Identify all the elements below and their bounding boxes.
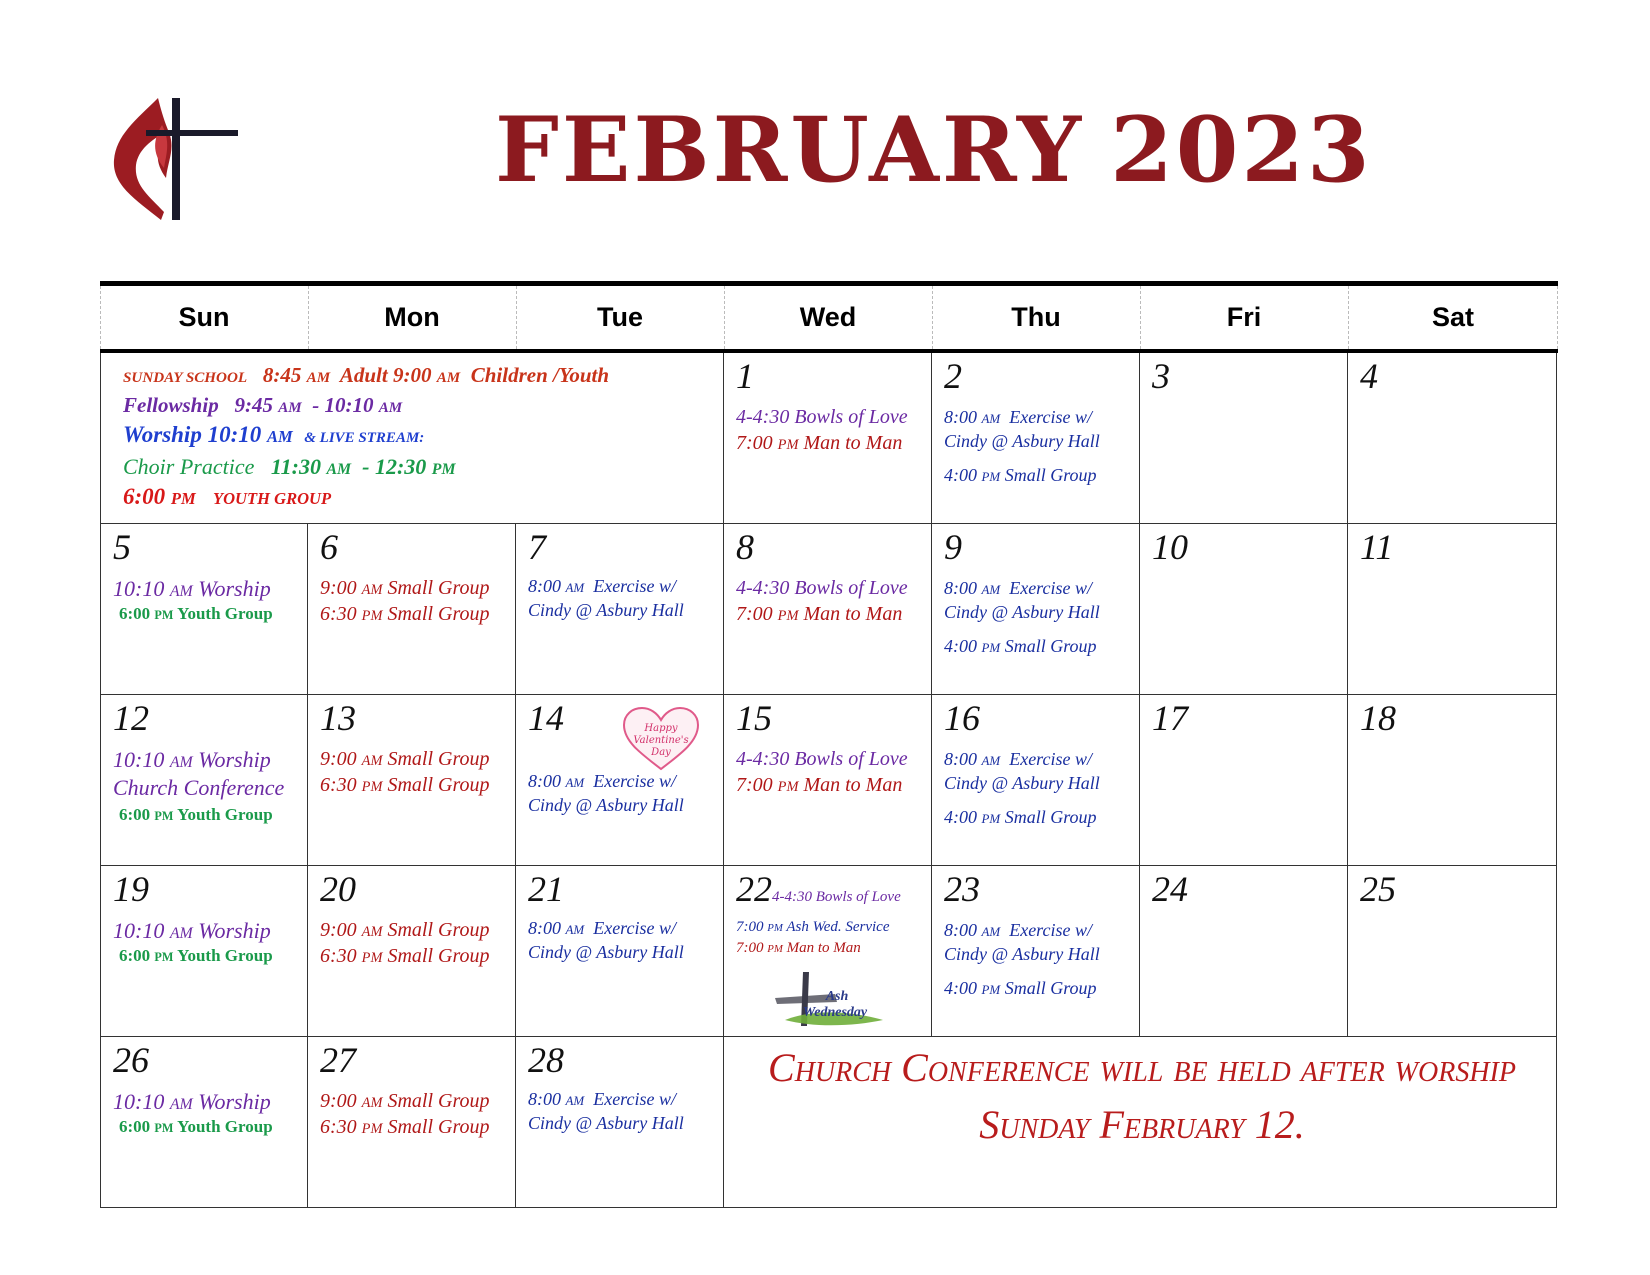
- day-cell-8: [724, 524, 932, 695]
- event-small-group-morning: 9:00 AM Small Group: [320, 748, 490, 770]
- day-cell-16: [932, 695, 1140, 866]
- day-number: 14: [528, 698, 564, 738]
- youth-group-line: 6:00 PM YOUTH GROUP: [123, 484, 332, 509]
- event-small-group-evening: 6:30 PM Small Group: [320, 1116, 490, 1138]
- day-cell-27: [308, 1037, 516, 1208]
- day-number: 27: [320, 1040, 356, 1080]
- day-cell-17: [1140, 695, 1348, 866]
- event-bowls-of-love: 4-4:30 Bowls of Love: [736, 577, 908, 599]
- event-small-group-evening: 6:30 PM Small Group: [320, 945, 490, 967]
- day-number: 24: [1152, 869, 1188, 909]
- event-small-group: 4:00 PM Small Group: [944, 636, 1097, 656]
- event-youth-group: 6:00 PM Youth Group: [119, 805, 273, 824]
- day-cell-23: [932, 866, 1140, 1037]
- title-year: 2023: [1110, 97, 1373, 203]
- event-youth-group: 6:00 PM Youth Group: [119, 946, 273, 965]
- header-divider: [516, 286, 517, 349]
- day-number: 15: [736, 698, 772, 738]
- event-man-to-man: 7:00 PM Man to Man: [736, 940, 861, 956]
- day-number: 21: [528, 869, 564, 909]
- day-cell-4: [1348, 353, 1557, 524]
- day-cell-15: [724, 695, 932, 866]
- day-cell-6: [308, 524, 516, 695]
- day-number: 3: [1152, 356, 1170, 396]
- event-exercise-place: Cindy @ Asbury Hall: [528, 942, 684, 962]
- event-exercise: 8:00 AM Exercise w/: [528, 771, 677, 791]
- event-worship: 10:10 AM Worship: [113, 1089, 271, 1114]
- day-cell-20: [308, 866, 516, 1037]
- page-title: [495, 97, 1373, 203]
- event-small-group: 4:00 PM Small Group: [944, 465, 1097, 485]
- day-cell-19: [100, 866, 308, 1037]
- day-number: 7: [528, 527, 546, 567]
- event-exercise: 8:00 AM Exercise w/: [528, 1089, 677, 1109]
- event-exercise-place: Cindy @ Asbury Hall: [944, 944, 1100, 964]
- day-number: 18: [1360, 698, 1396, 738]
- event-exercise-place: Cindy @ Asbury Hall: [528, 795, 684, 815]
- event-exercise: 8:00 AM Exercise w/: [944, 578, 1093, 598]
- event-exercise: 8:00 AM Exercise w/: [528, 918, 677, 938]
- event-exercise-place: Cindy @ Asbury Hall: [944, 431, 1100, 451]
- event-youth-group: 6:00 PM Youth Group: [119, 1117, 273, 1136]
- day-number: 16: [944, 698, 980, 738]
- day-cell-11: [1348, 524, 1557, 695]
- day-cell-25: [1348, 866, 1557, 1037]
- event-exercise-place: Cindy @ Asbury Hall: [528, 600, 684, 620]
- header-divider: [1140, 286, 1141, 349]
- day-cell-7: [516, 524, 724, 695]
- weekday-sat: Sat: [1431, 302, 1475, 332]
- sunday-school-line: SUNDAY SCHOOL 8:45 AM Adult 9:00 AM Children /Youth: [123, 363, 610, 387]
- weekday-mon: Mon: [384, 302, 440, 332]
- event-ash-wednesday-service: 7:00 PM Ash Wed. Service: [736, 919, 890, 935]
- weekday-thu: Thu: [1011, 302, 1061, 332]
- event-small-group: 4:00 PM Small Group: [944, 807, 1097, 827]
- day-number: 26: [113, 1040, 149, 1080]
- day-cell-3: [1140, 353, 1348, 524]
- event-small-group-evening: 6:30 PM Small Group: [320, 774, 490, 796]
- day-cell-9: [932, 524, 1140, 695]
- cross-flame-logo: [106, 90, 246, 225]
- event-exercise: 8:00 AM Exercise w/: [944, 407, 1093, 427]
- sunday-schedule-cell: [100, 353, 724, 524]
- svg-text:Valentine's: Valentine's: [633, 735, 689, 746]
- weekday-wed: Wed: [799, 302, 857, 332]
- header-divider: [1557, 286, 1558, 349]
- day-number: 13: [320, 698, 356, 738]
- event-exercise: 8:00 AM Exercise w/: [944, 749, 1093, 769]
- church-conference-notice: Church Conference will be held after worship Sunday February 12.: [768, 1045, 1516, 1147]
- event-man-to-man: 7:00 PM Man to Man: [736, 432, 903, 454]
- weekday-fri: Fri: [1226, 302, 1262, 332]
- event-small-group: 4:00 PM Small Group: [944, 978, 1097, 998]
- day-number: 28: [528, 1040, 564, 1080]
- event-exercise-place: Cindy @ Asbury Hall: [944, 602, 1100, 622]
- worship-line: Worship 10:10 AM & LIVE STREAM:: [123, 422, 425, 447]
- day-cell-26: [100, 1037, 308, 1208]
- svg-text:Wednesday: Wednesday: [802, 1005, 868, 1020]
- day-cell-24: [1140, 866, 1348, 1037]
- day-cell-21: [516, 866, 724, 1037]
- event-man-to-man: 7:00 PM Man to Man: [736, 603, 903, 625]
- event-small-group-morning: 9:00 AM Small Group: [320, 1090, 490, 1112]
- day-number: 11: [1360, 527, 1394, 567]
- event-small-group-morning: 9:00 AM Small Group: [320, 919, 490, 941]
- event-exercise-place: Cindy @ Asbury Hall: [944, 773, 1100, 793]
- day-cell-1: [724, 353, 932, 524]
- event-worship: 10:10 AM Worship: [113, 747, 271, 772]
- day-number: 1: [736, 356, 754, 396]
- day-number: 17: [1152, 698, 1188, 738]
- event-worship: 10:10 AM Worship: [113, 576, 271, 601]
- event-worship: 10:10 AM Worship: [113, 918, 271, 943]
- svg-text:Day: Day: [651, 747, 671, 758]
- header-divider: [932, 286, 933, 349]
- header-divider: [100, 286, 101, 349]
- event-bowls-of-love: 4-4:30 Bowls of Love: [736, 748, 908, 770]
- day-number: 4: [1360, 356, 1378, 396]
- day-cell-18: [1348, 695, 1557, 866]
- ash-wednesday-image: [765, 968, 890, 1030]
- event-small-group-morning: 9:00 AM Small Group: [320, 577, 490, 599]
- day-number: 22: [736, 869, 772, 909]
- day-number: 8: [736, 527, 754, 567]
- day-cell-5: [100, 524, 308, 695]
- event-bowls-of-love: 4-4:30 Bowls of Love: [772, 889, 901, 905]
- valentine-heart-image: [620, 705, 702, 773]
- title-month: FEBRUARY: [495, 97, 1085, 203]
- choir-practice-line: Choir Practice 11:30 AM - 12:30 PM: [123, 454, 456, 479]
- event-youth-group: 6:00 PM Youth Group: [119, 604, 273, 623]
- event-exercise-place: Cindy @ Asbury Hall: [528, 1113, 684, 1133]
- event-exercise: 8:00 AM Exercise w/: [528, 576, 677, 596]
- day-number: 19: [113, 869, 149, 909]
- weekday-tue: Tue: [597, 302, 643, 332]
- day-cell-2: [932, 353, 1140, 524]
- day-number: 6: [320, 527, 338, 567]
- event-bowls-of-love: 4-4:30 Bowls of Love: [736, 406, 908, 428]
- day-number: 5: [113, 527, 131, 567]
- day-number: 9: [944, 527, 962, 567]
- header-divider: [1348, 286, 1349, 349]
- svg-text:Ash: Ash: [825, 989, 849, 1004]
- event-small-group-evening: 6:30 PM Small Group: [320, 603, 490, 625]
- fellowship-line: Fellowship 9:45 AM - 10:10 AM: [123, 393, 403, 417]
- day-cell-13: [308, 695, 516, 866]
- day-number: 2: [944, 356, 962, 396]
- header-divider: [724, 286, 725, 349]
- event-man-to-man: 7:00 PM Man to Man: [736, 774, 903, 796]
- day-cell-10: [1140, 524, 1348, 695]
- day-cell-12: [100, 695, 308, 866]
- header-divider: [308, 286, 309, 349]
- svg-text:Happy: Happy: [644, 723, 678, 734]
- event-church-conference: Church Conference: [113, 775, 285, 800]
- day-number: 23: [944, 869, 980, 909]
- day-number: 20: [320, 869, 356, 909]
- day-cell-28: [516, 1037, 724, 1208]
- day-number: 10: [1152, 527, 1188, 567]
- event-exercise: 8:00 AM Exercise w/: [944, 920, 1093, 940]
- day-number: 25: [1360, 869, 1396, 909]
- day-number: 12: [113, 698, 149, 738]
- weekday-sun: Sun: [178, 302, 230, 332]
